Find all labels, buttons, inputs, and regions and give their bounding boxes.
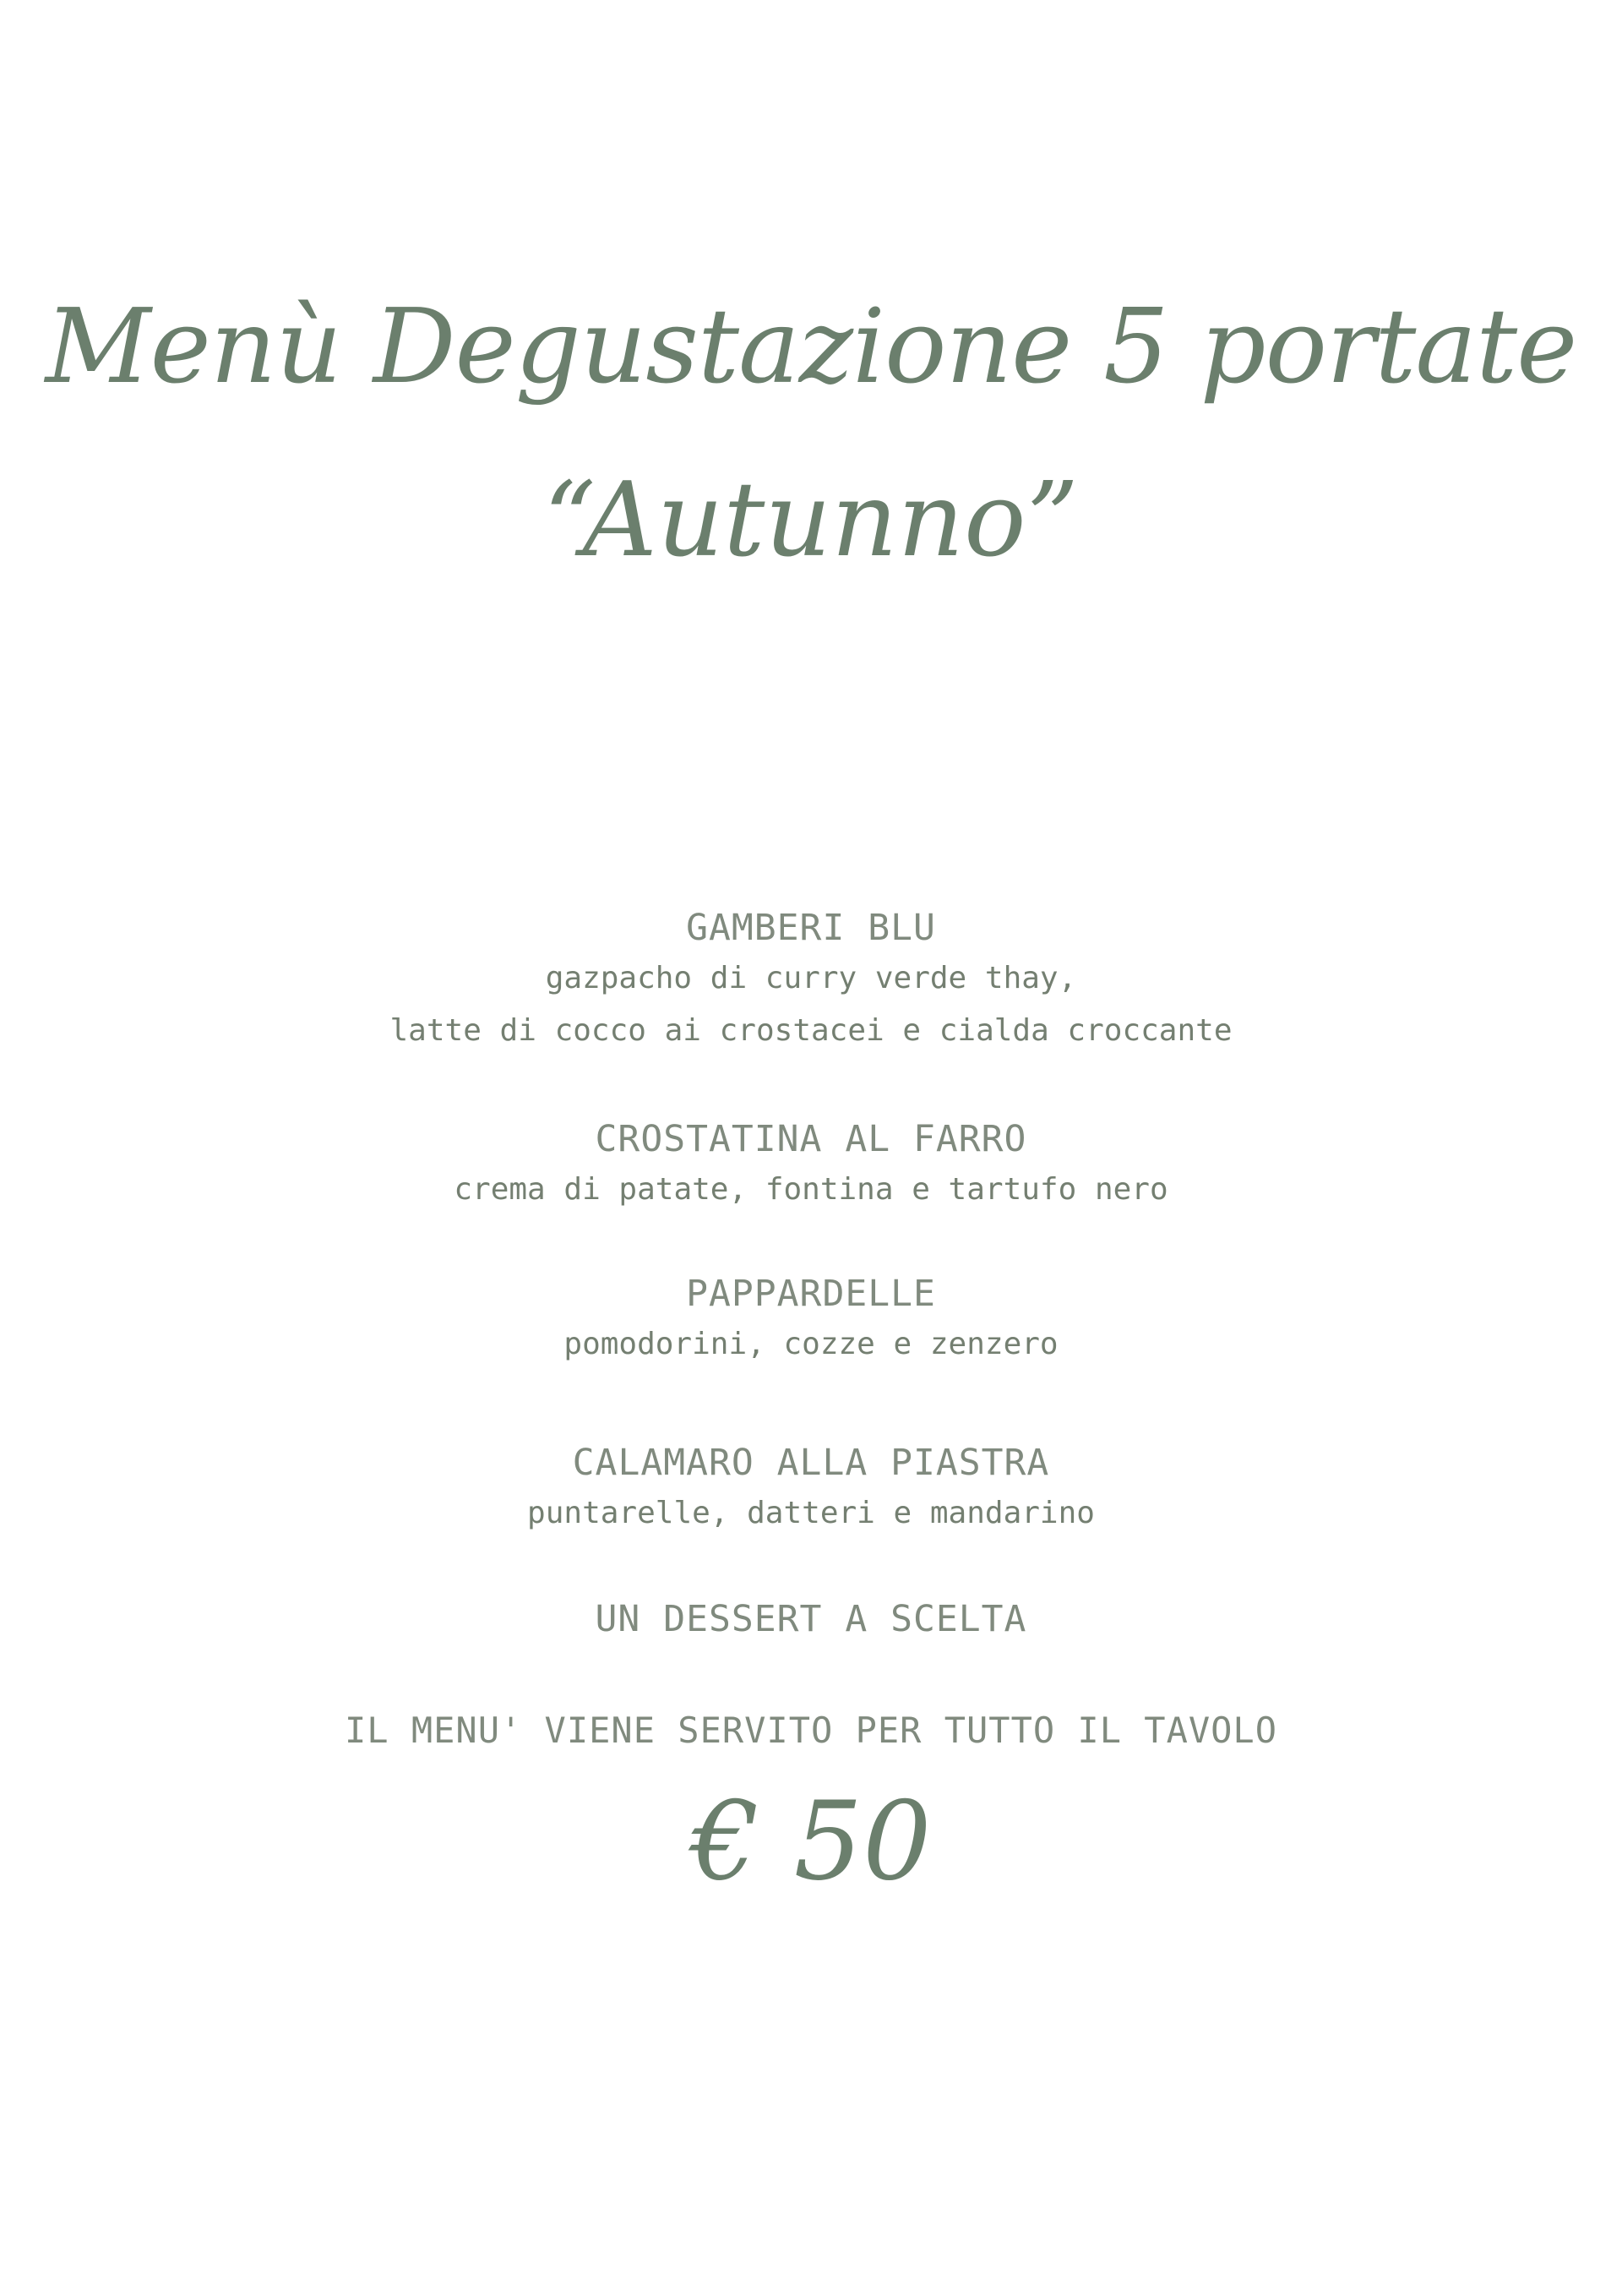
course-4-name: CALAMARO ALLA PIASTRA (572, 1442, 1050, 1484)
course-5-name: UN DESSERT A SCELTA (595, 1598, 1027, 1640)
course-4-description: puntarelle, datteri e mandarino (527, 1496, 1095, 1530)
menu-subtitle: “Autunno” (543, 460, 1079, 580)
course-2-description: crema di patate, fontina e tartufo nero (454, 1172, 1168, 1207)
table-service-notice: IL MENU' VIENE SERVITO PER TUTTO IL TAVOLO (344, 1710, 1278, 1751)
menu-title: Menù Degustazione 5 portate (45, 286, 1577, 406)
course-3-name: PAPPARDELLE (686, 1273, 936, 1315)
course-1-description-line-2: latte di cocco ai crostacei e cialda croccante (389, 1013, 1233, 1048)
course-1-name: GAMBERI BLU (686, 907, 936, 949)
course-2-name: CROSTATINA AL FARRO (595, 1118, 1027, 1160)
menu-price: € 50 (690, 1779, 932, 1905)
course-3-description: pomodorini, cozze e zenzero (563, 1327, 1059, 1361)
course-1-description-line-1: gazpacho di curry verde thay, (545, 961, 1077, 995)
